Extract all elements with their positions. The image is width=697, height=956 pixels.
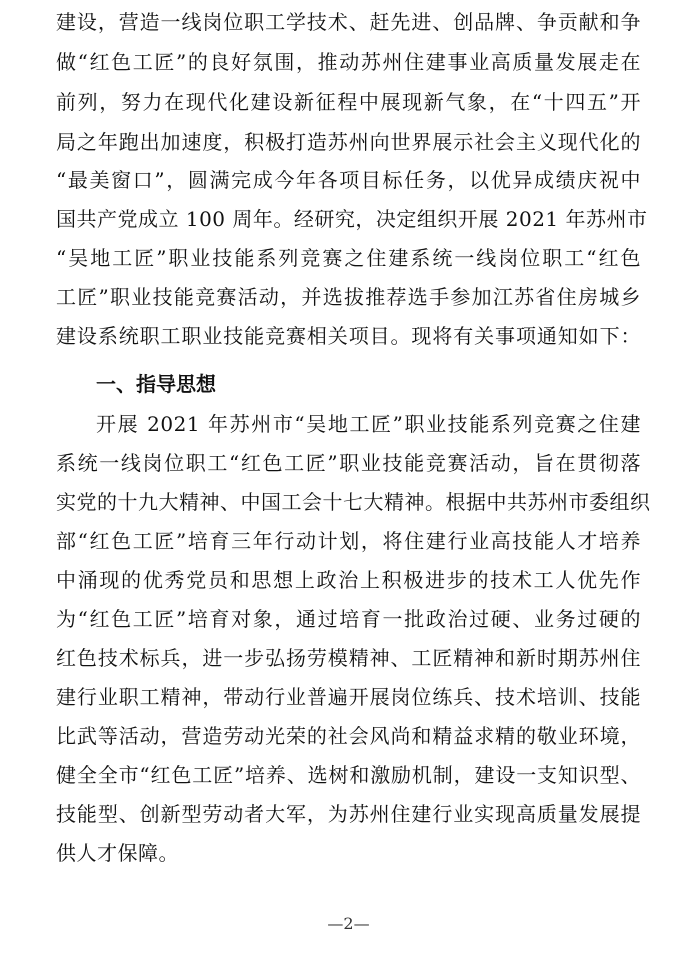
paragraph-line: 部“红色工匠”培育三年行动计划，将住建行业高技能人才培养 xyxy=(56,529,641,553)
paragraph-line: 健全全市“红色工匠”培养、选树和激励机制，建设一支知识型、 xyxy=(56,763,641,787)
section-heading: 一、指导思想 xyxy=(96,372,216,396)
paragraph-line: 建行业职工精神，带动行业普遍开展岗位练兵、技术培训、技能 xyxy=(56,685,641,709)
paragraph-line: 工匠”职业技能竞赛活动，并选拔推荐选手参加江苏省住房城乡 xyxy=(56,285,641,309)
paragraph-line: “最美窗口”，圆满完成今年各项目标任务，以优异成绩庆祝中 xyxy=(56,168,641,192)
paragraph-line: 建设系统职工职业技能竞赛相关项目。现将有关事项通知如下： xyxy=(56,324,641,348)
paragraph-line: 中涌现的优秀党员和思想上政治上积极进步的技术工人优先作 xyxy=(56,568,641,592)
page-number: —2— xyxy=(327,914,370,933)
paragraph-line: 国共产党成立 100 周年。经研究，决定组织开展 2021 年苏州市 xyxy=(56,207,648,231)
paragraph-line: 系统一线岗位职工“红色工匠”职业技能竞赛活动，旨在贯彻落 xyxy=(56,451,641,475)
paragraph-line: 比武等活动，营造劳动光荣的社会风尚和精益求精的敬业环境， xyxy=(56,724,641,748)
paragraph-line: 开展 2021 年苏州市“吴地工匠”职业技能系列竞赛之住建 xyxy=(96,412,641,436)
paragraph-line: 做“红色工匠”的良好氛围，推动苏州住建事业高质量发展走在 xyxy=(56,50,641,74)
paragraph-line: 红色技术标兵，进一步弘扬劳模精神、工匠精神和新时期苏州住 xyxy=(56,646,641,670)
paragraph-line: 实党的十九大精神、中国工会十七大精神。根据中共苏州市委组织 xyxy=(56,490,651,514)
paragraph-line: “吴地工匠”职业技能系列竞赛之住建系统一线岗位职工“红色 xyxy=(56,246,641,270)
paragraph-line: 前列，努力在现代化建设新征程中展现新气象，在“十四五”开 xyxy=(56,90,641,114)
paragraph-line: 为“红色工匠”培育对象，通过培育一批政治过硬、业务过硬的 xyxy=(56,607,641,631)
paragraph-line: 技能型、创新型劳动者大军，为苏州住建行业实现高质量发展提 xyxy=(56,802,641,826)
paragraph-line: 供人才保障。 xyxy=(56,841,179,865)
paragraph-line: 建设，营造一线岗位职工学技术、赶先进、创品牌、争贡献和争 xyxy=(56,10,641,34)
paragraph-line: 局之年跑出加速度，积极打造苏州向世界展示社会主义现代化的 xyxy=(56,130,641,154)
